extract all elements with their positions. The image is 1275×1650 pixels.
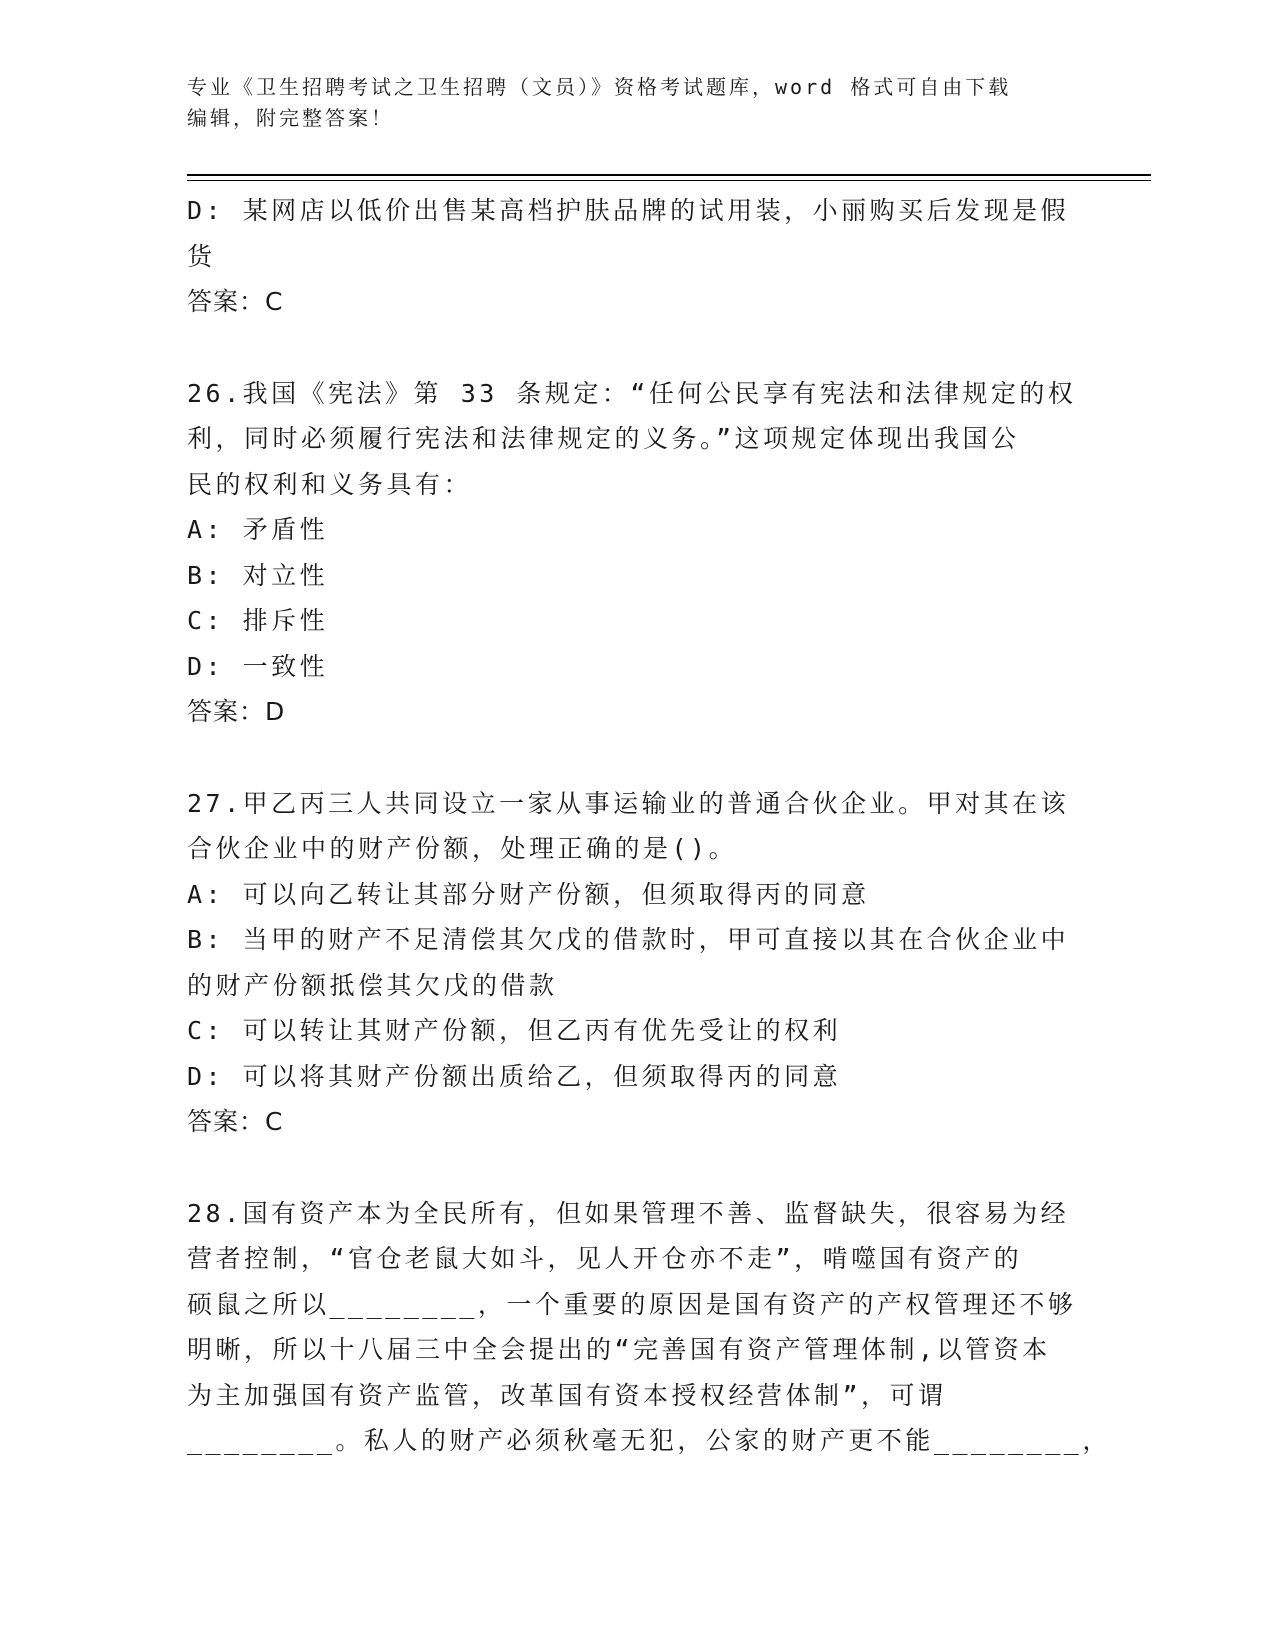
- q27-option-c: C: 可以转让其财产份额，但乙丙有优先受让的权利: [187, 1016, 842, 1045]
- q28-stem-line-6: ________。私人的财产必须秋毫无犯，公家的财产更不能________，: [187, 1426, 1111, 1455]
- q26-option-a: A: 矛盾性: [187, 515, 329, 544]
- q27-option-b-line-1: B: 当甲的财产不足清偿其欠戊的借款时，甲可直接以其在合伙企业中: [187, 925, 1070, 954]
- question-26: [187, 371, 1077, 735]
- q26-stem-line-3: 民的权利和义务具有：: [187, 469, 473, 499]
- spacer: [187, 735, 1077, 781]
- q28-stem-line-2: 营者控制，“官仓老鼠大如斗，见人开仓亦不走”，啃噬国有资产的: [187, 1244, 1023, 1273]
- q25-option-d-line-1: D: 某网店以低价出售某高档护肤品牌的试用装，小丽购买后发现是假: [187, 196, 1070, 225]
- q26-stem-line-2: 利，同时必须履行宪法和法律规定的义务。”这项规定体现出我国公: [187, 424, 1020, 453]
- q25-option-d-line-2: 货: [187, 241, 216, 271]
- question-28: [187, 1191, 1111, 1464]
- q27-answer: 答案：C: [187, 1107, 284, 1136]
- page-header: [187, 72, 1067, 134]
- question-27: [187, 781, 1077, 1145]
- q27-stem-line-2: 合伙企业中的财产份额，处理正确的是()。: [187, 834, 738, 863]
- header-rule-thin: [187, 180, 1151, 181]
- question-25-tail: [187, 188, 1077, 325]
- header-rule-thick: [187, 174, 1151, 176]
- q27-stem-line-1: 27.甲乙丙三人共同设立一家从事运输业的普通合伙企业。甲对其在该: [187, 788, 1070, 818]
- spacer: [187, 1145, 1077, 1191]
- q27-option-d: D: 可以将其财产份额出质给乙，但须取得丙的同意: [187, 1061, 842, 1091]
- q26-option-d: D: 一致性: [187, 651, 329, 681]
- q28-stem-line-5: 为主加强国有资产监管，改革国有资本授权经营体制”，可谓: [187, 1380, 947, 1410]
- q28-stem-line-1: 28.国有资产本为全民所有，但如果管理不善、监督缺失，很容易为经: [187, 1198, 1070, 1228]
- q26-stem-line-1: 26.我国《宪法》第 33 条规定：“任何公民享有宪法和法律规定的权: [187, 378, 1077, 408]
- q27-option-a: A: 可以向乙转让其部分财产份额，但须取得丙的同意: [187, 879, 870, 909]
- q27-option-b-line-2: 的财产份额抵偿其欠戊的借款: [187, 970, 558, 1000]
- q28-stem-line-4: 明晰，所以十八届三中全会提出的“完善国有资产管理体制,以管资本: [187, 1335, 1051, 1364]
- q26-answer: 答案：D: [187, 697, 286, 726]
- header-line-2: 编辑，附完整答案！: [187, 106, 394, 130]
- header-line-1: 专业《卫生招聘考试之卫生招聘（文员）》资格考试题库，word 格式可自由下载: [187, 75, 1012, 99]
- q26-option-b: B: 对立性: [187, 560, 329, 590]
- q28-stem-line-3: 硕鼠之所以________，一个重要的原因是国有资产的产权管理还不够: [187, 1289, 1077, 1319]
- q26-option-c: C: 排斥性: [187, 606, 329, 635]
- spacer: [187, 325, 1077, 371]
- question-content: [187, 188, 1111, 1464]
- q25-answer: 答案：C: [187, 287, 284, 316]
